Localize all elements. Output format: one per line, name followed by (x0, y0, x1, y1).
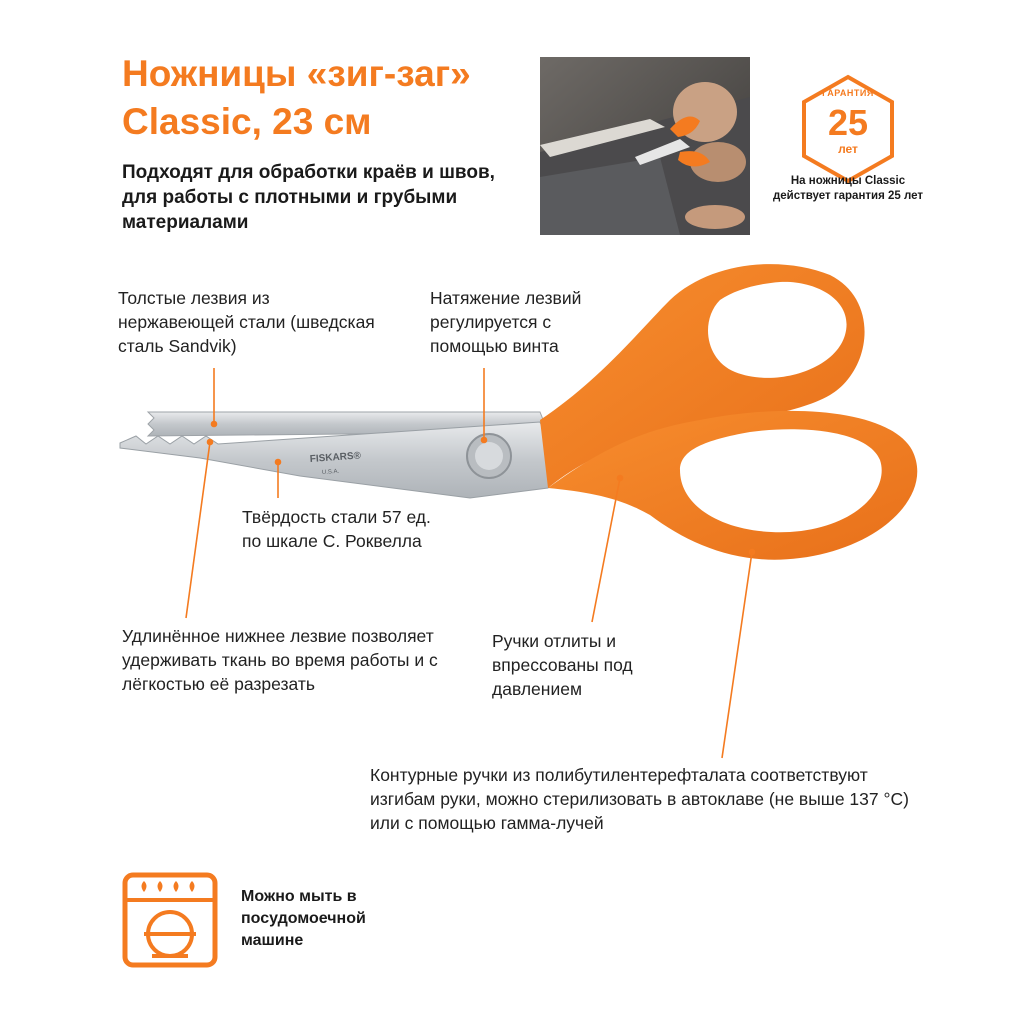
callout-tension: Натяжение лезвий регулируется с помощью винта (430, 288, 582, 356)
title-line-1: Ножницы «зиг-заг» (122, 53, 471, 94)
badge-label-top: ГАРАНТИЯ (822, 88, 874, 98)
brand-logo: FISKARS® (309, 450, 362, 465)
badge-years: 25 (827, 102, 869, 143)
callout-blades: Толстые лезвия из нержавеющей стали (шведская сталь Sandvik) (118, 288, 375, 356)
title-line-2: Classic, 23 см (122, 101, 372, 142)
callout-lower-blade: Удлинённое нижнее лезвие позволяет удерживать ткань во время работы и с лёгкостью её разрезать (122, 626, 438, 694)
brand-origin: U.S.A. (321, 468, 340, 476)
dishwasher-label: Можно мыть в посудомоечной машине (241, 888, 366, 949)
callout-hardness: Твёрдость стали 57 ед. по шкале С. Роквелла (242, 507, 431, 551)
badge-label-bottom: лет (838, 142, 858, 156)
product-subtitle: Подходят для обработки краёв и швов, для работы с плотными и грубыми материалами (122, 162, 495, 233)
dishwasher-icon (122, 872, 218, 968)
callout-handles-molded: Ручки отлиты и впрессованы под давлением (492, 631, 633, 699)
warranty-caption: На ножницы Classic действует гарантия 25 лет (772, 175, 924, 202)
callout-contour-handles: Контурные ручки из полибутилентерефталата соответствуют изгибам руки, можно стерилизовать в автоклаве (не выше 137 °C) или с помощью гамма-лучей (370, 765, 909, 833)
